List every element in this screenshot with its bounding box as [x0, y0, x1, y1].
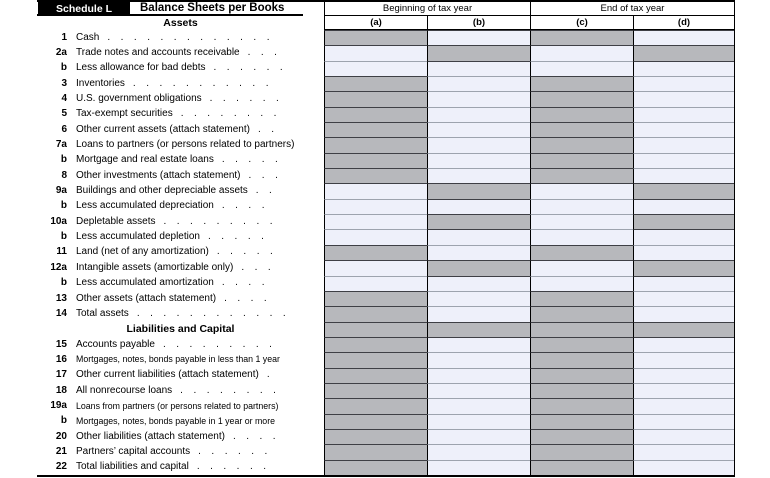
table-row-line-13: [37, 291, 734, 306]
line-label-cell: [37, 260, 324, 275]
line-label-cell: [37, 153, 324, 168]
balance-sheet-rows: [37, 30, 734, 475]
amount-cell-line4-c: [530, 91, 633, 106]
dot-leader: ......: [196, 462, 277, 473]
line-label: Trade notes and accounts receivable: [76, 47, 240, 59]
line-label: Less allowance for bad debts: [76, 62, 206, 74]
amount-cell-lineb-c[interactable]: [530, 199, 633, 214]
line-label-cell: [37, 337, 324, 352]
amount-cell-line22-a: [324, 460, 427, 475]
line-label: U.S. government obligations: [76, 93, 202, 105]
dot-leader: ....: [221, 278, 275, 289]
line-number: b: [60, 231, 67, 243]
line-label-cell: [37, 306, 324, 321]
amount-cell-lineb-b[interactable]: [427, 199, 530, 214]
column-group-end-of-tax-year: End of tax year: [530, 2, 734, 16]
column-header-row: [37, 16, 734, 31]
amount-cell-line4-d[interactable]: [633, 91, 734, 106]
amount-cell-line5-a: [324, 107, 427, 122]
line-label-cell: [37, 398, 324, 413]
amount-cell-line1-a: [324, 30, 427, 45]
amount-cell-line16-d[interactable]: [633, 352, 734, 367]
column-header-a: (a): [324, 16, 427, 31]
amount-cell-line1-b[interactable]: [427, 30, 530, 45]
table-row-line-2a: [37, 45, 734, 60]
amount-cell-line21-d[interactable]: [633, 444, 734, 459]
amount-cell-line12a-c[interactable]: [530, 260, 633, 275]
line-number: 20: [55, 430, 67, 442]
line-number: 14: [55, 307, 67, 319]
table-row-line-16: [37, 352, 734, 367]
amount-cell-line15-d[interactable]: [633, 337, 734, 352]
line-label: Accounts payable: [76, 338, 155, 350]
amount-cell-lineb-d[interactable]: [633, 276, 734, 291]
line-number: 9a: [55, 185, 67, 197]
line-number: b: [60, 277, 67, 289]
line-label-cell: [37, 383, 324, 398]
line-number: 16: [55, 353, 67, 365]
amount-cell-line7a-d[interactable]: [633, 137, 734, 152]
line-label: Total assets: [76, 307, 129, 319]
line-number: 12a: [50, 261, 67, 273]
amount-cell-line8-d[interactable]: [633, 168, 734, 183]
amount-cell-line9a-c[interactable]: [530, 183, 633, 198]
line-label: Land (net of any amortization): [76, 246, 209, 258]
dot-leader: .....: [221, 155, 289, 166]
amount-cell-line21-c: [530, 444, 633, 459]
amount-cell-lineb-b[interactable]: [427, 414, 530, 429]
amount-cell-line22-c: [530, 460, 633, 475]
dot-leader: ............: [136, 308, 297, 319]
amount-cell-line5-c: [530, 107, 633, 122]
header-underline: [37, 14, 303, 16]
amount-cell-line14-c: [530, 306, 633, 321]
table-row-line-7a: [37, 137, 734, 152]
line-number: b: [60, 154, 67, 166]
amount-cell-lineb-d[interactable]: [633, 153, 734, 168]
line-label-cell: [37, 214, 324, 229]
amount-cell-line10a-c[interactable]: [530, 214, 633, 229]
amount-cell-line19a-a: [324, 398, 427, 413]
amount-cell-liabilities-header-c: [530, 322, 633, 337]
line-label-cell: [37, 91, 324, 106]
table-row-line-10a: [37, 214, 734, 229]
line-label: Other current assets (attach statement): [76, 123, 250, 135]
line-label: All nonrecourse loans: [76, 384, 173, 396]
line-label-cell: [37, 168, 324, 183]
line-number: b: [60, 200, 67, 212]
table-row-line-9a: [37, 183, 734, 198]
amount-cell-lineb-a[interactable]: [324, 276, 427, 291]
line-label: Partners’ capital accounts: [76, 445, 191, 457]
line-number: 13: [55, 292, 67, 304]
column-header-c: (c): [530, 16, 633, 31]
amount-cell-line9a-b: [427, 183, 530, 198]
amount-cell-line21-b[interactable]: [427, 444, 530, 459]
line-label: Other liabilities (attach statement): [76, 430, 225, 442]
line-label: Less accumulated depreciation: [76, 200, 214, 212]
amount-cell-line14-d[interactable]: [633, 306, 734, 321]
line-number: 8: [61, 169, 67, 181]
amount-cell-line22-b[interactable]: [427, 460, 530, 475]
schedule-l-label: Schedule L: [55, 2, 112, 15]
amount-cell-line17-a: [324, 368, 427, 383]
line-label: Tax-exempt securities: [76, 108, 173, 120]
line-label-cell: [37, 291, 324, 306]
line-number: 15: [55, 338, 67, 350]
form-header-left: [37, 2, 324, 16]
table-row-line-3: [37, 76, 734, 91]
amount-cell-line9a-d: [633, 183, 734, 198]
table-row-line-11: [37, 245, 734, 260]
amount-cell-line20-b[interactable]: [427, 429, 530, 444]
line-label-cell: [37, 444, 324, 459]
amount-cell-line16-a: [324, 352, 427, 367]
amount-cell-lineb-a[interactable]: [324, 199, 427, 214]
amount-cell-lineb-b[interactable]: [427, 276, 530, 291]
amount-cell-line11-b[interactable]: [427, 245, 530, 260]
amount-cell-line2a-c[interactable]: [530, 45, 633, 60]
amount-cell-line18-c: [530, 383, 633, 398]
amount-cell-line19a-b[interactable]: [427, 398, 530, 413]
table-row-line-b: [37, 199, 734, 214]
amount-cell-line4-b[interactable]: [427, 91, 530, 106]
amount-cell-line14-a: [324, 306, 427, 321]
dot-leader: ......: [213, 63, 294, 74]
amount-cell-lineb-c: [530, 414, 633, 429]
dot-leader: ....: [224, 293, 278, 304]
form-title: Balance Sheets per Books: [140, 1, 285, 14]
table-row-line-14: [37, 306, 734, 321]
column-group-beginning-of-tax-year: Beginning of tax year: [324, 2, 530, 16]
amount-cell-line11-a: [324, 245, 427, 260]
line-number: 6: [61, 123, 67, 135]
dot-leader: ......: [198, 446, 278, 457]
line-label-cell: [37, 245, 324, 260]
amount-cell-line19a-d[interactable]: [633, 398, 734, 413]
line-number: b: [60, 415, 67, 427]
table-row-line-4: [37, 91, 734, 106]
line-label-cell: [37, 61, 324, 76]
table-row-line-8: [37, 168, 734, 183]
line-number: 4: [61, 93, 67, 105]
amount-cell-line15-a: [324, 337, 427, 352]
line-label-cell: [37, 460, 324, 475]
dot-leader: ........: [180, 385, 287, 396]
table-row-line-1: [37, 30, 734, 45]
line-number: 7a: [55, 139, 67, 151]
line-number: b: [60, 62, 67, 74]
amount-cell-liabilities-header-b: [427, 322, 530, 337]
line-label: Less accumulated depletion: [76, 231, 200, 243]
amount-cell-line7a-b[interactable]: [427, 137, 530, 152]
amount-cell-line7a-a: [324, 137, 427, 152]
amount-cell-line15-c: [530, 337, 633, 352]
line-number: 21: [55, 445, 67, 457]
amount-cell-lineb-c[interactable]: [530, 229, 633, 244]
table-row-line-17: [37, 368, 734, 383]
amount-cell-line14-b[interactable]: [427, 306, 530, 321]
amount-cell-line13-a: [324, 291, 427, 306]
dot-leader: ...........: [132, 78, 279, 89]
amount-cell-liabilities-header-a: [324, 322, 427, 337]
line-number: 19a: [50, 399, 67, 411]
line-label-cell: [37, 199, 324, 214]
amount-cell-line15-b[interactable]: [427, 337, 530, 352]
line-number: 5: [61, 108, 67, 120]
table-row-line-15: [37, 337, 734, 352]
amount-cell-line11-d[interactable]: [633, 245, 734, 260]
form-header-row: [37, 2, 734, 16]
line-label-cell: [37, 276, 324, 291]
amount-cell-line3-a: [324, 76, 427, 91]
line-number: 22: [55, 461, 67, 473]
amount-cell-line6-b[interactable]: [427, 122, 530, 137]
section-row-liabilities-and-capital: [37, 322, 734, 337]
line-number: 3: [61, 77, 67, 89]
amount-cell-line21-a: [324, 444, 427, 459]
table-row-line-18: [37, 383, 734, 398]
amount-cell-line13-d[interactable]: [633, 291, 734, 306]
amount-cell-lineb-d[interactable]: [633, 199, 734, 214]
amount-cell-line3-b[interactable]: [427, 76, 530, 91]
dot-leader: .........: [163, 216, 284, 227]
amount-cell-line2a-d: [633, 45, 734, 60]
amount-cell-lineb-b[interactable]: [427, 153, 530, 168]
line-label: Loans from partners (or persons related to partners): [76, 400, 279, 411]
amount-cell-line6-a: [324, 122, 427, 137]
dot-leader: ..: [255, 186, 283, 197]
dot-leader: ........: [180, 109, 287, 120]
section-label-cell: [37, 322, 324, 337]
amount-cell-line2a-b: [427, 45, 530, 60]
dot-leader: ...: [247, 48, 288, 59]
line-label-cell: [37, 45, 324, 60]
amount-cell-liabilities-header-d: [633, 322, 734, 337]
amount-cell-line2a-a[interactable]: [324, 45, 427, 60]
table-row-line-b: [37, 153, 734, 168]
amount-cell-lineb-a[interactable]: [324, 229, 427, 244]
line-number: 17: [55, 369, 67, 381]
amount-cell-line1-d[interactable]: [633, 30, 734, 45]
line-label: Other current liabilities (attach statement): [76, 369, 259, 381]
line-number: 11: [56, 246, 67, 258]
line-label: Mortgage and real estate loans: [76, 154, 214, 166]
amount-cell-line3-c: [530, 76, 633, 91]
dot-leader: ......: [209, 94, 290, 105]
line-label-cell: [37, 137, 324, 152]
amount-cell-line9a-a[interactable]: [324, 183, 427, 198]
table-row-line-b: [37, 414, 734, 429]
amount-cell-line8-c: [530, 168, 633, 183]
amount-cell-lineb-d[interactable]: [633, 414, 734, 429]
assets-section-header: Assets: [163, 16, 198, 29]
line-label: Other assets (attach statement): [76, 292, 217, 304]
line-label: Total liabilities and capital: [76, 461, 189, 473]
amount-cell-line22-d[interactable]: [633, 460, 734, 475]
line-label: Depletable assets: [76, 215, 156, 227]
line-number: 1: [61, 31, 67, 43]
line-number: 10a: [50, 215, 67, 227]
line-label: Loans to partners (or persons related to partners): [76, 139, 295, 151]
amount-cell-line16-c: [530, 352, 633, 367]
line-label-cell: [37, 122, 324, 137]
line-label-cell: [37, 229, 324, 244]
line-label: Mortgages, notes, bonds payable in 1 year or more: [76, 415, 276, 426]
line-label: Intangible assets (amortizable only): [76, 261, 234, 273]
table-row-line-5: [37, 107, 734, 122]
table-row-line-b: [37, 229, 734, 244]
amount-cell-line10a-b: [427, 214, 530, 229]
amount-cell-line3-d[interactable]: [633, 76, 734, 91]
amount-cell-lineb-b[interactable]: [427, 61, 530, 76]
line-label: Other investments (attach statement): [76, 169, 241, 181]
line-label-cell: [37, 107, 324, 122]
amount-cell-lineb-a: [324, 414, 427, 429]
amount-cell-line11-c: [530, 245, 633, 260]
amount-cell-lineb-a: [324, 153, 427, 168]
dot-leader: .....: [216, 247, 284, 258]
table-row-line-20: [37, 429, 734, 444]
amount-cell-line18-d[interactable]: [633, 383, 734, 398]
dot-leader: .....: [207, 232, 275, 243]
amount-cell-line17-c: [530, 368, 633, 383]
amount-cell-line13-b[interactable]: [427, 291, 530, 306]
line-label-cell: [37, 30, 324, 45]
amount-cell-line10a-d: [633, 214, 734, 229]
amount-cell-line17-b[interactable]: [427, 368, 530, 383]
line-number: 18: [55, 384, 67, 396]
section-label: Liabilities and Capital: [126, 322, 235, 335]
amount-cell-line12a-a[interactable]: [324, 260, 427, 275]
amount-cell-lineb-c[interactable]: [530, 61, 633, 76]
dot-leader: ...: [241, 262, 282, 273]
line-label-cell: [37, 429, 324, 444]
dot-leader: .........: [162, 339, 283, 350]
amount-cell-line5-b[interactable]: [427, 107, 530, 122]
column-header-b: (b): [427, 16, 530, 31]
amount-cell-line16-b[interactable]: [427, 352, 530, 367]
amount-cell-lineb-a[interactable]: [324, 61, 427, 76]
amount-cell-line13-c: [530, 291, 633, 306]
amount-cell-lineb-b[interactable]: [427, 229, 530, 244]
amount-cell-lineb-d[interactable]: [633, 61, 734, 76]
line-label: Buildings and other depreciable assets: [76, 185, 248, 197]
dot-leader: .: [266, 370, 281, 381]
amount-cell-line20-c: [530, 429, 633, 444]
table-row-line-b: [37, 276, 734, 291]
line-label-cell: [37, 368, 324, 383]
table-row-line-6: [37, 122, 734, 137]
line-label-cell: [37, 352, 324, 367]
line-label: Inventories: [76, 77, 125, 89]
line-label-cell: [37, 183, 324, 198]
table-row-line-19a: [37, 398, 734, 413]
dot-leader: ..: [257, 124, 285, 135]
table-row-line-21: [37, 444, 734, 459]
balance-sheet-table: [37, 0, 735, 477]
amount-cell-lineb-c[interactable]: [530, 276, 633, 291]
amount-cell-line7a-c: [530, 137, 633, 152]
amount-cell-lineb-d[interactable]: [633, 229, 734, 244]
amount-cell-line12a-b: [427, 260, 530, 275]
dot-leader: ....: [232, 431, 287, 442]
amount-cell-line18-a: [324, 383, 427, 398]
amount-cell-line10a-a[interactable]: [324, 214, 427, 229]
dot-leader: .............: [107, 32, 280, 43]
line-label: Mortgages, notes, bonds payable in less than 1 year: [76, 354, 280, 365]
column-header-d: (d): [633, 16, 734, 31]
amount-cell-line17-d[interactable]: [633, 368, 734, 383]
amount-cell-line20-d[interactable]: [633, 429, 734, 444]
amount-cell-line19a-c: [530, 398, 633, 413]
line-label: Less accumulated amortization: [76, 277, 214, 289]
amount-cell-line1-c: [530, 30, 633, 45]
table-row-line-b: [37, 61, 734, 76]
amount-cell-line8-a: [324, 168, 427, 183]
amount-cell-lineb-c: [530, 153, 633, 168]
amount-cell-line8-b[interactable]: [427, 168, 530, 183]
line-label: Cash: [76, 31, 100, 43]
line-label-cell: [37, 414, 324, 429]
amount-cell-line12a-d: [633, 260, 734, 275]
line-number: 2a: [55, 47, 67, 59]
amount-cell-line5-d[interactable]: [633, 107, 734, 122]
line-label-cell: [37, 76, 324, 91]
amount-cell-line6-d[interactable]: [633, 122, 734, 137]
table-row-line-12a: [37, 260, 734, 275]
table-row-line-22: [37, 460, 734, 475]
amount-cell-line6-c: [530, 122, 633, 137]
dot-leader: ....: [221, 201, 275, 212]
dot-leader: ...: [248, 170, 289, 181]
amount-cell-line18-b[interactable]: [427, 383, 530, 398]
amount-cell-line4-a: [324, 91, 427, 106]
amount-cell-line20-a: [324, 429, 427, 444]
